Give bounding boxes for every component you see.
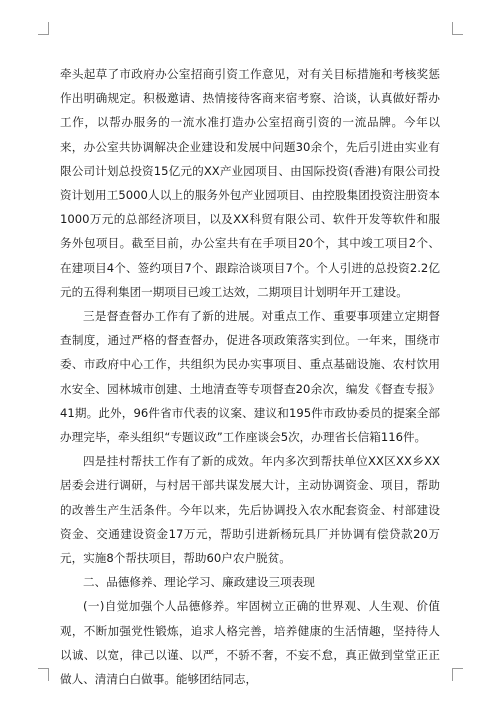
paragraph-village-assistance: 四是挂村帮扶工作有了新的成效。年内多次到帮扶单位XX区XX乡XX居委会进行调研，与村居干部共谋发展大计，主动协调资金、项目，帮助的改善生产生活条件。今年以来，先后协调投入农水配套资金、村部建设资金、交通建设资金17万元，帮助引进新杨玩具厂并协调有偿贷款20万元，实施8个帮扶项目，帮助60户农户脱贫。 — [60, 454, 440, 566]
section-heading-conduct: 二、品德修养、理论学习、廉政建设三项表现 — [83, 575, 315, 590]
crop-mark-bottom-right — [452, 668, 463, 681]
paragraph-investment-work: 牵头起草了市政府办公室招商引资工作意见，对有关目标措施和考核奖惩作出明确规定。积极邀请、热情接待客商来宿考察、洽谈，认真做好帮办工作，以帮办服务的一流水准打造办公室招商引资的一流品牌。今年以来，办公室共协调解决企业建设和发展中问题30余个，先后引进由实业有限公司计划总投资15亿元的XX产业园项目、由国际投资(香港)有限公司投资计划用工5000人以上的服务外包产业园项目、由控股集团投资注册资本1000万元的总部经济项目，以及XX科贸有限公司、软件开发等软件和服务外包项目。截至目前，办公室共有在手项目20个，其中竣工项目2个、在建项目4个、签约项目7个、跟踪洽谈项目7个。个人引进的总投资2.2亿元的五得利集团一期项目已竣工达效，二期项目计划明年开工建设。 — [60, 67, 440, 299]
crop-mark-top-right — [452, 22, 463, 35]
document-body — [60, 62, 440, 691]
paragraph-supervision-work: 三是督查督办工作有了新的进展。对重点工作、重要事项建立定期督查制度，通过严格的督查督办，促进各项政策落实到位。一年来，围绕市委、市政府中心工作，共组织为民办实事项目、重点基础设施、农村饮用水安全、园林城市创建、土地清查等专项督查20余次，编发《督查专报》41期。此外，96件省市代表的议案、建议和195件市政协委员的提案全部办理完毕，牵头组织“专题议政”工作座谈会5次，办理省长信箱116件。 — [60, 309, 440, 445]
crop-mark-top-left — [38, 22, 49, 35]
paragraph-moral-cultivation: (一)自觉加强个人品德修养。牢固树立正确的世界观、人生观、价值观，不断加强党性锻炼，追求人格完善，培养健康的生活情趣，坚持待人以诚、以宽，律己以谨、以严，不骄不奢，不妄不怠，真正做到堂堂正正做人、清清白白做事。能够团结同志， — [60, 599, 440, 687]
crop-mark-bottom-left — [38, 668, 49, 681]
